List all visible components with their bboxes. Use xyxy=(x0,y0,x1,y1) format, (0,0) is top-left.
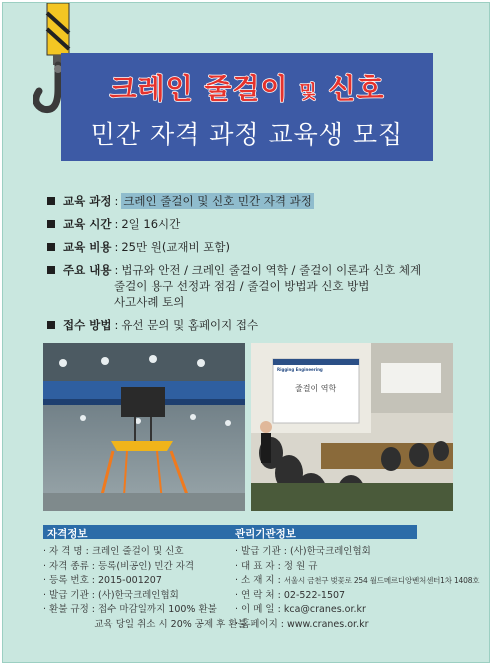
list-item: · 자격 종류 : 등록(비공인) 민간 자격 xyxy=(43,560,195,572)
info-value: 2일 16시간 xyxy=(121,217,181,231)
title-part-b: 및 xyxy=(299,82,318,103)
section-heading-qualification: 자격정보 xyxy=(43,525,243,539)
qualification-info-list xyxy=(43,545,247,632)
info-value: 사고사례 토의 xyxy=(114,295,185,309)
info-row-course: 교육 과정 : 크레인 줄걸이 및 신호 민간 자격 과정 xyxy=(47,193,314,209)
bullet-icon xyxy=(47,266,55,274)
list-item: · 환불 규정 : 접수 마감일까지 100% 환불 xyxy=(43,604,217,615)
list-item: · 이 메 일 : kca@cranes.or.kr xyxy=(235,604,366,615)
screen-header: Rigging Engineering xyxy=(277,367,323,372)
title-main xyxy=(61,67,433,107)
info-value: 크레인 줄걸이 및 신호 민간 자격 과정 xyxy=(123,194,312,208)
title-sub: 민간 자격 과정 교육생 모집 xyxy=(90,120,404,149)
title-part-a: 크레인 줄걸이 xyxy=(109,72,289,105)
bullet-icon xyxy=(47,321,55,329)
list-item: · 대 표 자 : 정 원 규 xyxy=(235,560,318,572)
screen-title: 줄걸이 역학 xyxy=(295,384,337,393)
list-item: · 자 격 명 : 크레인 줄걸이 및 신호 xyxy=(43,546,184,557)
info-row-cost: 교육 비용 : 25만 원(교재비 포함) xyxy=(47,239,230,255)
info-value: 유선 문의 및 홈페이지 접수 xyxy=(121,318,259,332)
list-item: · 연 락 처 : 02-522-1507 xyxy=(235,589,346,601)
title-banner xyxy=(61,53,433,161)
address-text: 서울시 금천구 벚꽃로 254 월드메르디앙벤처센터1차 1408호 xyxy=(283,576,480,585)
list-item: · 발급 기관 : (사)한국크레인협회 xyxy=(43,589,179,601)
list-item: · 발급 기관 : (사)한국크레인협회 xyxy=(235,546,371,557)
list-item: · 소 재 지 : 서울시 금천구 벚꽃로 254 월드메르디앙벤처센터1차 1408호 xyxy=(235,575,480,586)
bullet-icon xyxy=(47,220,55,228)
info-row-content-2 xyxy=(47,278,369,294)
info-row-time: 교육 시간 : 2일 16시간 xyxy=(47,216,180,232)
bullet-icon xyxy=(47,243,55,251)
title-part-c: 신호 xyxy=(328,72,385,105)
list-item: · 등록 번호 : 2015-001207 xyxy=(43,575,162,586)
list-item: · 홈페이지 : www.cranes.or.kr xyxy=(235,618,369,630)
section-heading-agency: 관리기관정보 xyxy=(231,525,417,539)
info-row-content-3 xyxy=(47,294,184,310)
bullet-icon xyxy=(47,197,55,205)
list-item: 교육 당일 취소 시 20% 공제 후 환불 xyxy=(43,618,247,630)
photo-crane-factory xyxy=(43,343,245,511)
bottom-info xyxy=(43,525,480,651)
poster xyxy=(2,2,490,663)
photo-classroom xyxy=(251,343,453,511)
info-row-content: 주요 내용 : 법규와 안전 / 크레인 줄걸이 역학 / 줄걸이 이론과 신호 체계 xyxy=(47,262,421,278)
agency-info-list xyxy=(235,545,479,632)
info-value: 법규와 안전 / 크레인 줄걸이 역학 / 줄걸이 이론과 신호 체계 xyxy=(121,263,422,277)
info-row-apply: 접수 방법 : 유선 문의 및 홈페이지 접수 xyxy=(47,317,258,333)
info-value: 줄걸이 용구 선정과 점검 / 줄걸이 방법과 신호 방법 xyxy=(114,279,370,293)
info-value: 25만 원(교재비 포함) xyxy=(121,240,231,254)
